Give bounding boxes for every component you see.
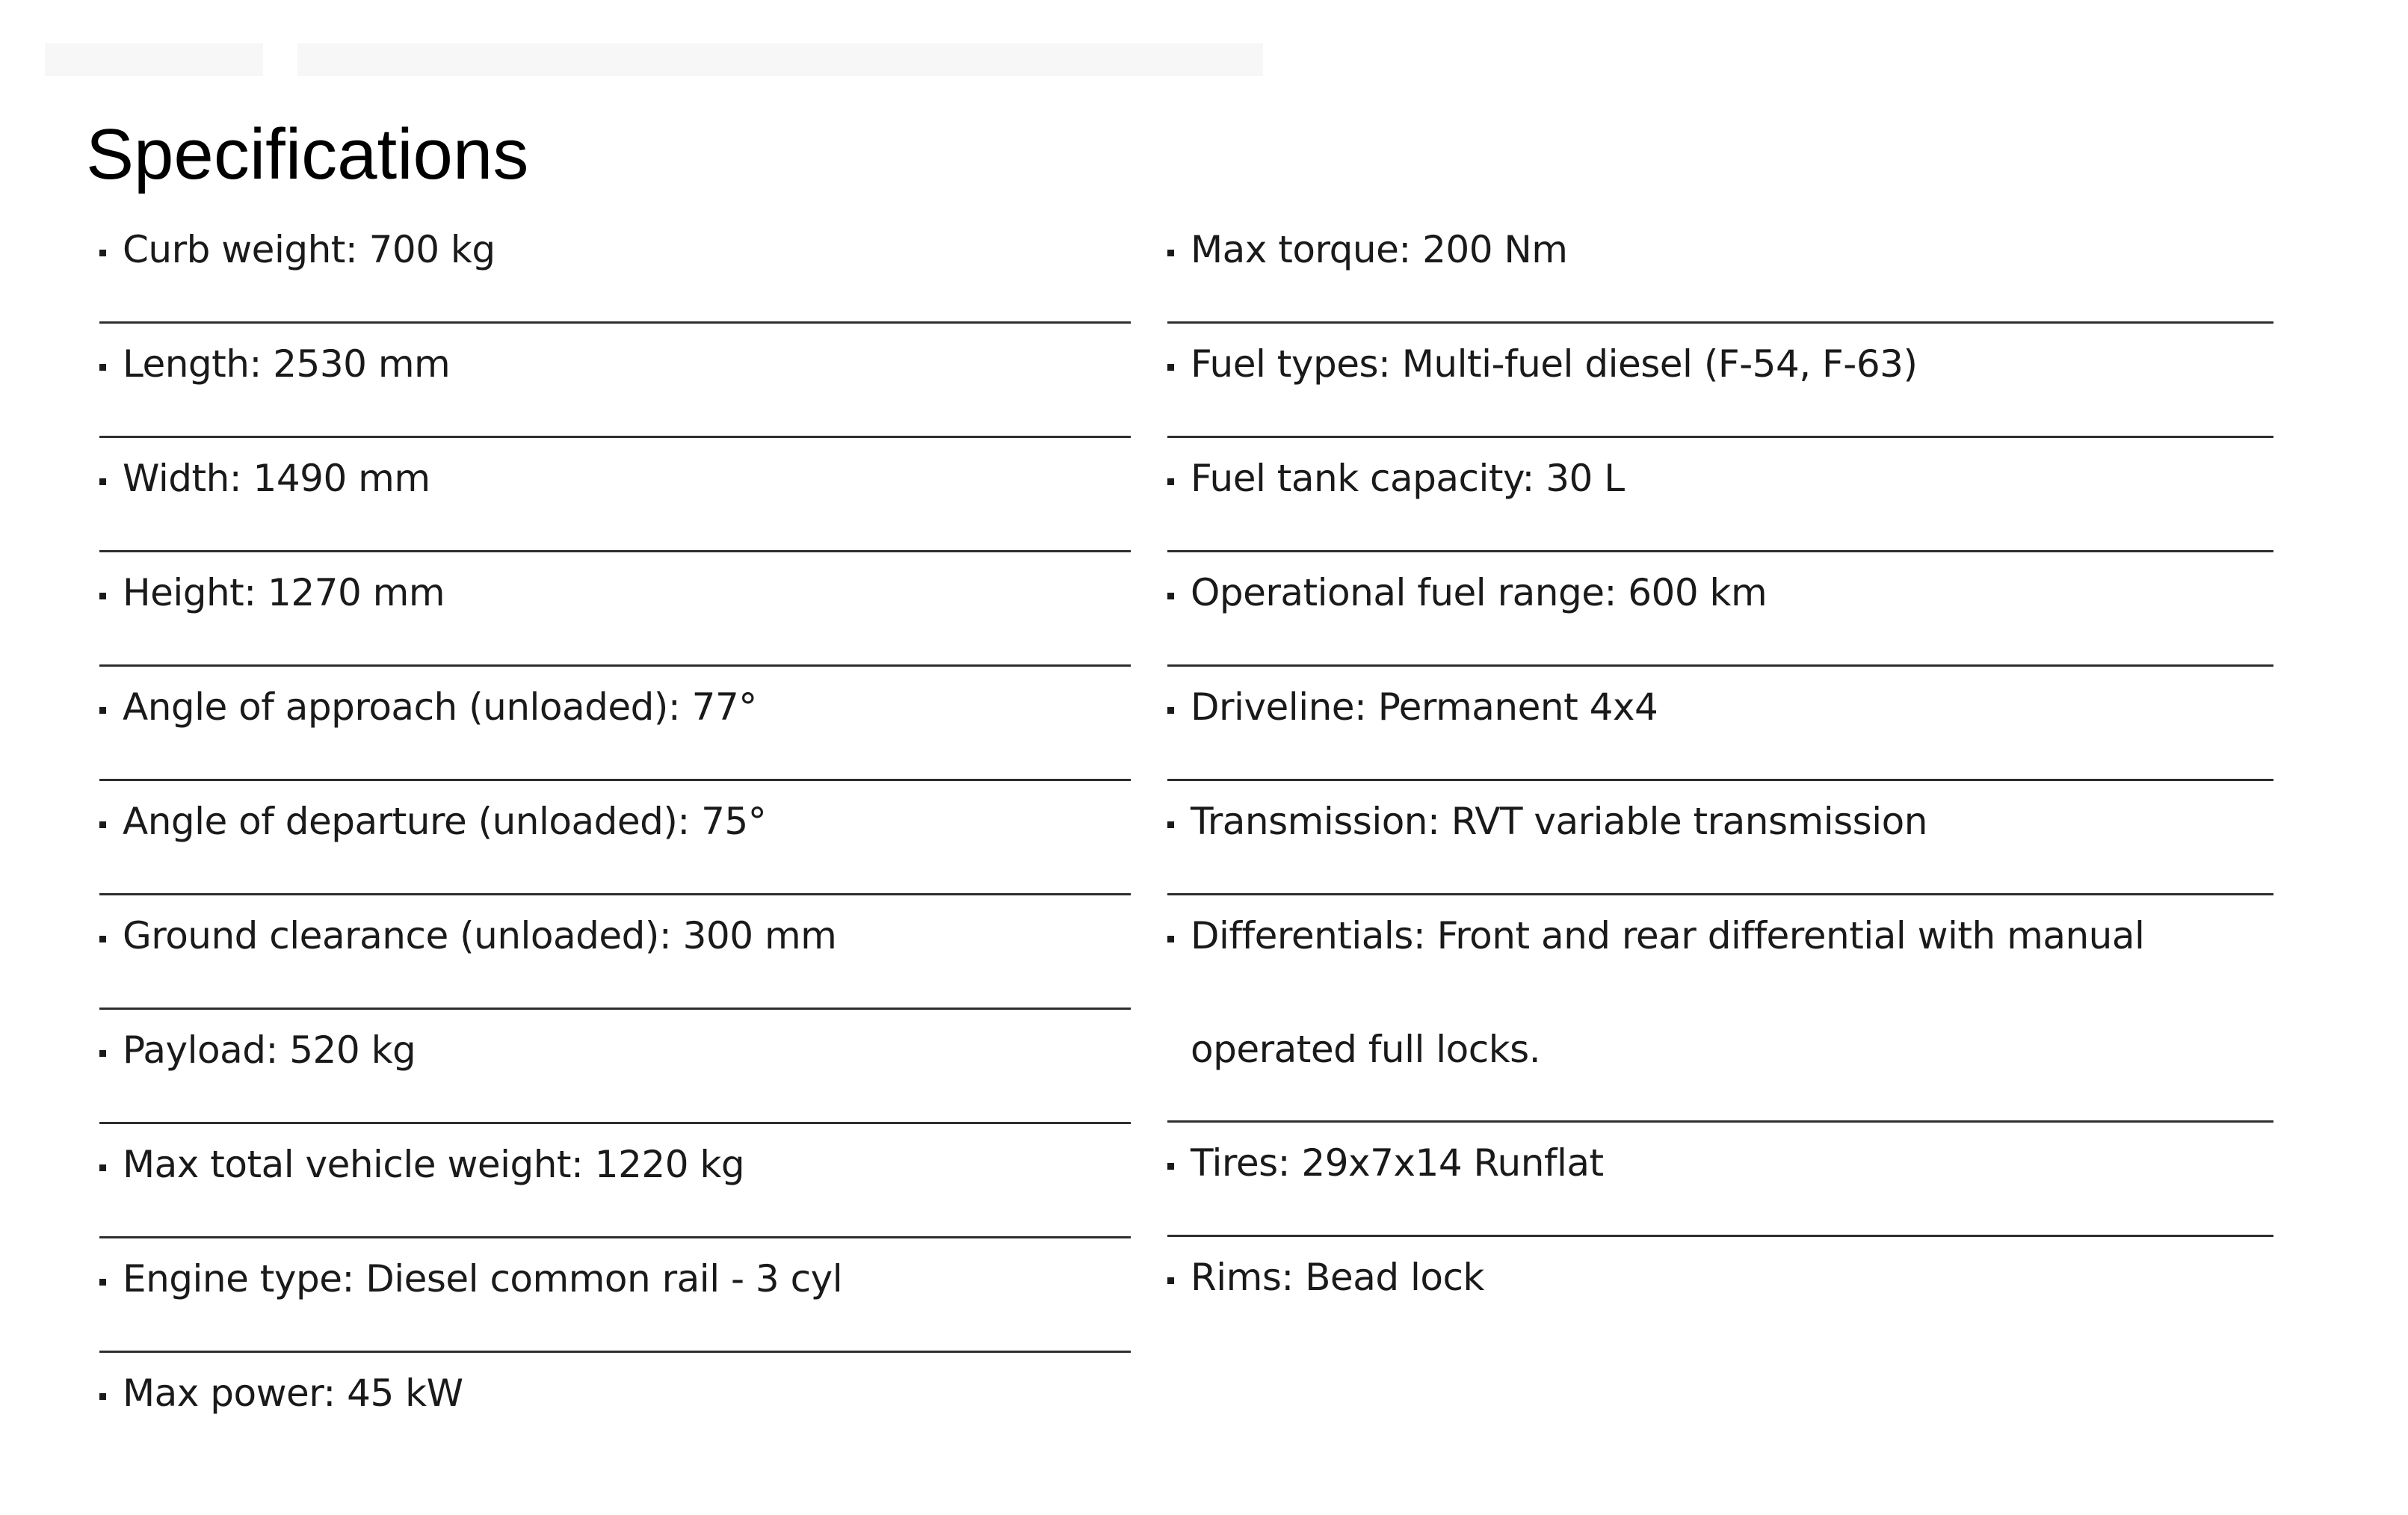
- bullet-icon: [99, 364, 106, 371]
- spec-item-rims: [1167, 1237, 2273, 1351]
- spec-text: Width: 1490 mm: [123, 457, 430, 500]
- bullet-icon: [99, 936, 106, 942]
- specs-list-right: [1167, 209, 2273, 1351]
- bullet-icon: [1167, 821, 1174, 828]
- spec-text: Transmission: RVT variable transmission: [1191, 800, 1927, 843]
- spec-text: Curb weight: 700 kg: [123, 228, 496, 271]
- spec-text: Angle of approach (unloaded): 77°: [123, 685, 757, 729]
- spec-item-differentials: [1167, 895, 2273, 1123]
- bullet-icon: [99, 821, 106, 828]
- top-banner-strip: [45, 43, 1263, 76]
- bullet-icon: [99, 1050, 106, 1057]
- spec-text: Tires: 29x7x14 Runflat: [1191, 1141, 1604, 1185]
- spec-text: Engine type: Diesel common rail - 3 cyl: [123, 1257, 843, 1300]
- bullet-icon: [1167, 364, 1174, 371]
- spec-text: Max torque: 200 Nm: [1191, 228, 1568, 271]
- spec-text: Length: 2530 mm: [123, 342, 451, 386]
- page-title: Specifications: [86, 114, 529, 194]
- spec-text: Angle of departure (unloaded): 75°: [123, 800, 767, 843]
- bullet-icon: [1167, 593, 1174, 599]
- spec-text: Differentials: Front and rear differential with manual operated full locks.: [1191, 914, 2145, 1071]
- spec-text: Max power: 45 kW: [123, 1371, 463, 1415]
- bullet-icon: [99, 250, 106, 256]
- bullet-icon: [99, 707, 106, 714]
- spec-text: Max total vehicle weight: 1220 kg: [123, 1143, 745, 1186]
- bullet-icon: [1167, 936, 1174, 942]
- bullet-icon: [99, 1164, 106, 1171]
- spec-text: Operational fuel range: 600 km: [1191, 571, 1768, 614]
- bullet-icon: [1167, 707, 1174, 714]
- bullet-icon: [99, 1279, 106, 1286]
- bullet-icon: [1167, 250, 1174, 256]
- spec-text: Fuel tank capacity: 30 L: [1191, 457, 1625, 500]
- spec-text: Height: 1270 mm: [123, 571, 445, 614]
- bullet-icon: [99, 593, 106, 599]
- spec-text: Rims: Bead lock: [1191, 1256, 1484, 1299]
- spec-text: Fuel types: Multi-fuel diesel (F-54, F-63): [1191, 342, 1918, 386]
- bullet-icon: [1167, 1277, 1174, 1284]
- spec-item-max-power: [99, 1353, 1131, 1467]
- bullet-icon: [99, 478, 106, 485]
- top-banner-gap: [263, 43, 297, 76]
- spec-text: Ground clearance (unloaded): 300 mm: [123, 914, 837, 957]
- specs-list-left: [99, 209, 1131, 1467]
- bullet-icon: [99, 1393, 106, 1400]
- bullet-icon: [1167, 1163, 1174, 1170]
- bullet-icon: [1167, 478, 1174, 485]
- spec-text: Payload: 520 kg: [123, 1028, 416, 1072]
- spec-text: Driveline: Permanent 4x4: [1191, 685, 1658, 729]
